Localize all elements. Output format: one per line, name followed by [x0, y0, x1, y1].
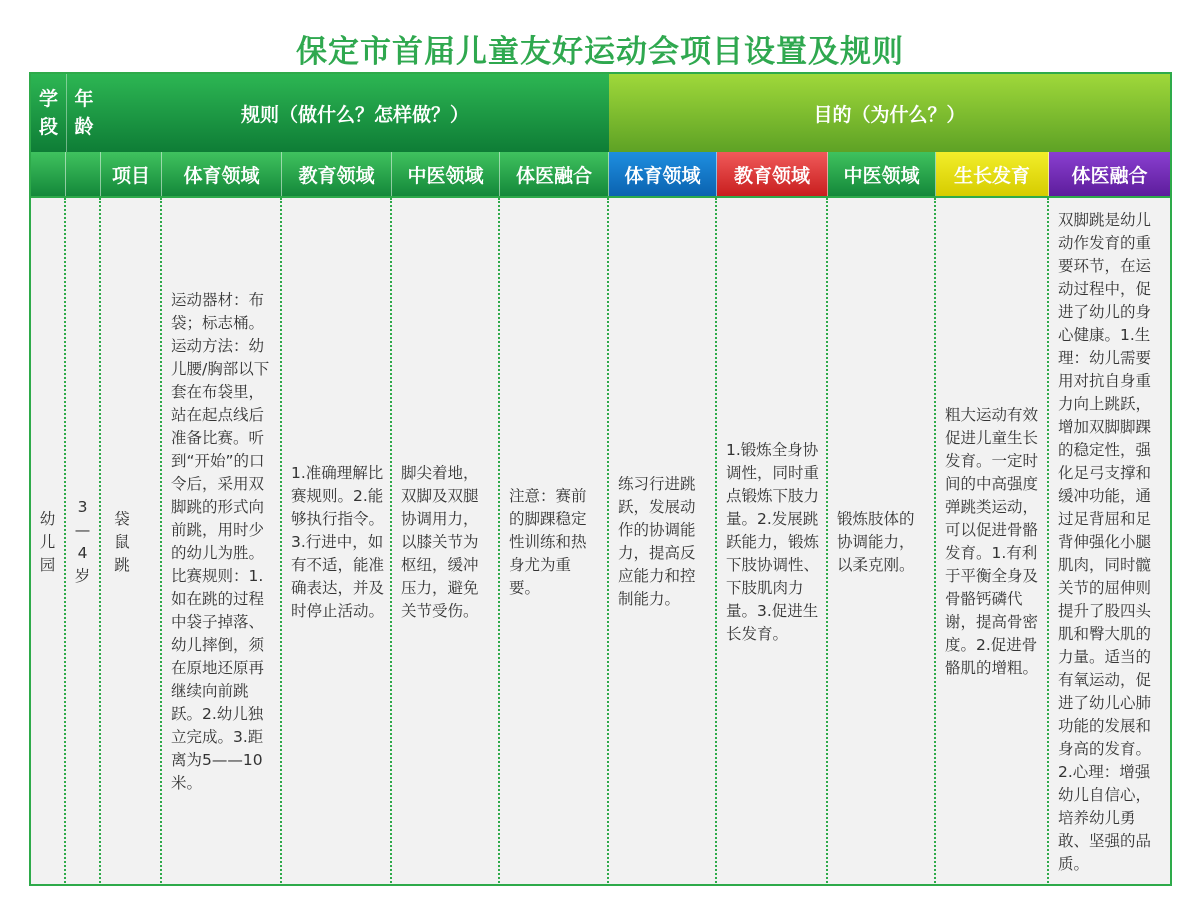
- col-goal-growth: 生长发育: [936, 152, 1049, 196]
- col-goal-tcm: 中医领域: [828, 152, 936, 196]
- page-title: 保定市首届儿童友好运动会项目设置及规则: [296, 34, 904, 70]
- col-goal-sport: 体育领域: [609, 152, 717, 196]
- cell-goal-growth: 粗大运动有效促进儿童生长发育。一定时间的中高强度弹跳类运动，可以促进骨骼发育。1.有利于平衡全身及骨骼钙磷代谢，提高骨密度。2.促进骨骼肌的增粗。: [936, 198, 1049, 886]
- cell-stage: 幼儿园: [31, 198, 66, 886]
- header-rules-group: 规则（做什么？怎样做？）: [101, 74, 609, 152]
- col-goal-fusion: 体医融合: [1049, 152, 1170, 196]
- cell-rule-edu: 1.准确理解比赛规则。2.能够执行指令。3.行进中，如有不适，能准确表达，并及时停止活动。: [282, 198, 392, 886]
- col-project: 项目: [101, 152, 162, 196]
- cell-goal-fusion: 双脚跳是幼儿动作发育的重要环节，在运动过程中，促进了幼儿的身心健康。1.生理：幼儿需要用对抗自身重力向上跳跃，增加双脚脚踝的稳定性，强化足弓支撑和缓冲功能，通过足背屈和足背伸强化小腿肌肉，同时髋关节的屈伸则提升了股四头肌和臀大肌的力量。适当的有氧运动，促进了幼儿心肺功能的发展和身高的发育。2.心理：增强幼儿自信心，培养幼儿勇敢、坚强的品质。: [1058, 210, 1152, 873]
- cell-rule-sport: 运动器材：布袋；标志桶。运动方法：幼儿腰/胸部以下套在布袋里，站在起点线后准备比赛。听到“开始”的口令后，采用双脚跳的形式向前跳，用时少的幼儿为胜。比赛规则：1.如在跳的过程中袋子掉落、幼儿摔倒，须在原地还原再继续向前跳跃。2.幼儿独立完成。3.距离为5——10米。: [162, 198, 282, 886]
- col-rule-fusion: 体医融合: [500, 152, 609, 196]
- cell-goal-sport: 练习行进跳跃，发展动作的协调能力，提高反应能力和控制能力。: [609, 198, 717, 886]
- cell-project: 袋鼠跳: [101, 198, 162, 886]
- rules-table: [29, 72, 1172, 886]
- cell-rule-tcm: 脚尖着地，双脚及双腿协调用力，以膝关节为枢纽，缓冲压力，避免关节受伤。: [392, 198, 500, 886]
- col-goal-edu: 教育领域: [717, 152, 828, 196]
- cell-rule-fusion: 注意：赛前的脚踝稳定性训练和热身尤为重要。: [500, 198, 609, 886]
- header-age: 年龄: [66, 74, 101, 152]
- header-purpose-group: 目的（为什么？）: [609, 74, 1170, 152]
- header-stage-blank: [31, 152, 66, 196]
- col-rule-sport: 体育领域: [162, 152, 282, 196]
- cell-goal-tcm: 锻炼肢体的协调能力，以柔克刚。: [828, 198, 936, 886]
- cell-age: 3—4岁: [66, 198, 101, 886]
- col-rule-edu: 教育领域: [282, 152, 392, 196]
- header-age-blank: [66, 152, 101, 196]
- header-stage: 学段: [31, 74, 66, 152]
- cell-goal-edu: 1.锻炼全身协调性，同时重点锻炼下肢力量。2.发展跳跃能力，锻炼下肢协调性、下肢肌肉力量。3.促进生长发育。: [717, 198, 828, 886]
- col-rule-tcm: 中医领域: [392, 152, 500, 196]
